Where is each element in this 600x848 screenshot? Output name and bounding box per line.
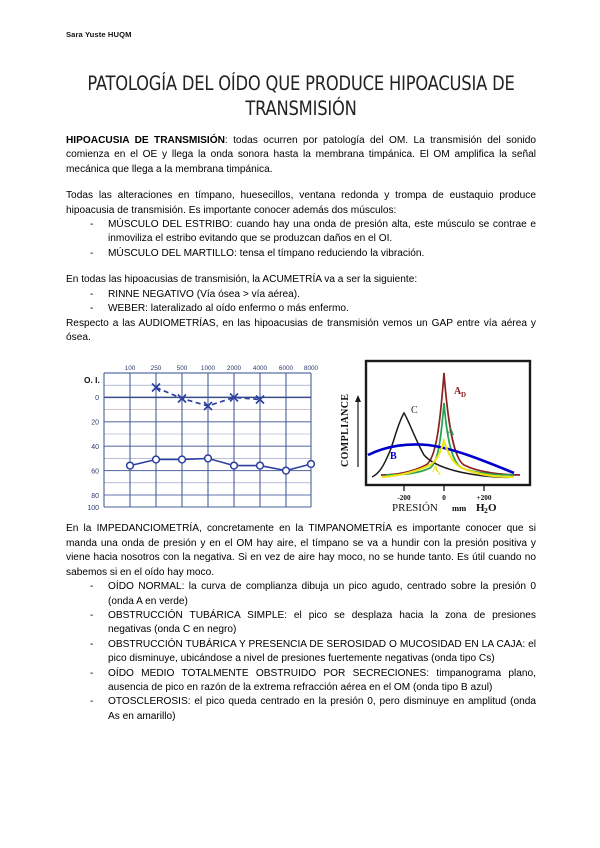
curve-label-as: A: [432, 465, 439, 476]
svg-text:mm: mm: [452, 503, 467, 514]
paragraph-audiometrias: Respecto a las AUDIOMETRÍAS, en las hipoacusias de transmisión vemos un GAP entre vía aérea y ósea.: [66, 317, 536, 343]
svg-text:20: 20: [91, 419, 99, 427]
svg-text:+200: +200: [476, 494, 492, 503]
list-item: - OTOSCLEROSIS: el pico queda centrado en la presión 0, pero disminuye en amplitud (onda As en amarillo): [66, 695, 536, 724]
list-item: - MÚSCULO DEL ESTRIBO: cuando hay una onda de presión alta, este músculo se contrae e inmoviliza el estribo evitando que se produzcan daños en el OI.: [66, 218, 536, 247]
page-title: PATOLOGÍA DEL OÍDO QUE PRODUCE HIPOACUSIA DE TRANSMISIÓN: [87, 72, 515, 120]
svg-text:COMPLIANCE: COMPLIANCE: [340, 393, 351, 468]
list-item: - WEBER: lateralizado al oído enfermo o más enfermo.: [66, 302, 536, 316]
intro-rest: : todas ocurren por patología del OM. La transmisión del sonido comienza en el OE y llega la onda sonora hasta la membrana timpánica. El OM amplifica la señal mecánica que llega a la membrana timpánica.: [66, 134, 536, 175]
svg-text:-200: -200: [397, 494, 411, 503]
svg-text:0: 0: [95, 395, 99, 403]
svg-text:PRESIÓN: PRESIÓN: [392, 502, 438, 514]
svg-text:O. I.: O. I.: [84, 375, 100, 386]
list-item: - OBSTRUCCIÓN TUBÁRICA Y PRESENCIA DE SEROSIDAD O MUCOSIDAD EN LA CAJA: el pico disminuye, ubicándose a nivel de presiones fuertemente negativas (onda tipo Cs): [66, 638, 536, 667]
page-content: [66, 0, 536, 724]
muscles-list: [66, 218, 536, 261]
list-item: - OBSTRUCCIÓN TUBÁRICA SIMPLE: el pico se desplaza hacia la zona de presiones negativas (onda C en negro): [66, 609, 536, 638]
paragraph-acumetria: En todas las hipoacusias de transmisión, la ACUMETRÍA va a ser la siguiente:: [66, 274, 418, 286]
curve-label-c: C: [411, 405, 418, 417]
curve-label-ad: A: [454, 386, 462, 398]
curve-label-a: A: [447, 427, 455, 439]
tympanogram-figure: [328, 355, 536, 513]
svg-text:60: 60: [91, 468, 99, 476]
audiogram-figure: [66, 355, 319, 513]
svg-text:4000: 4000: [252, 365, 268, 373]
acumetria-list: [66, 288, 536, 317]
list-item: - MÚSCULO DEL MARTILLO: tensa el tímpano reduciendo la vibración.: [66, 247, 536, 261]
curve-label-b: B: [390, 451, 397, 463]
svg-text:D: D: [461, 391, 467, 400]
svg-text:500: 500: [176, 365, 188, 373]
svg-text:s: s: [438, 470, 441, 478]
svg-text:8000: 8000: [303, 365, 319, 373]
tympanogram-types-list: [66, 580, 536, 724]
list-item: - RINNE NEGATIVO (Vía ósea > vía aérea).: [66, 288, 536, 302]
list-item: - OÍDO MEDIO TOTALMENTE OBSTRUIDO POR SECRECIONES: timpanograma plano, ausencia de pico en razón de la extrema refracción aérea en el OM (onda tipo B azul): [66, 667, 536, 696]
svg-text:100: 100: [87, 505, 99, 513]
paragraph-alteraciones: Todas las alteraciones en tímpano, huesecillos, ventana redonda y trompa de eustaquio produce hipoacusia de transmisión. Es importante conocer además dos músculos:: [66, 190, 536, 216]
document-header: Sara Yuste HUQM: [66, 30, 132, 39]
list-item: - OÍDO NORMAL: la curva de complianza dibuja un pico agudo, centrado sobre la presión 0 (onda A en verde): [66, 580, 536, 609]
svg-text:1000: 1000: [200, 365, 216, 373]
svg-text:250: 250: [150, 365, 162, 373]
svg-text:6000: 6000: [278, 365, 294, 373]
paragraph-intro: [66, 134, 536, 177]
svg-text:H: H: [476, 502, 485, 514]
svg-text:0: 0: [442, 494, 446, 503]
figures-row: [66, 355, 536, 515]
intro-bold-lead: HIPOACUSIA DE TRANSMISIÓN: [66, 134, 225, 146]
svg-text:2: 2: [484, 506, 488, 514]
svg-text:2000: 2000: [226, 365, 242, 373]
svg-text:O: O: [488, 502, 497, 514]
svg-text:100: 100: [124, 365, 136, 373]
svg-text:80: 80: [91, 493, 99, 501]
paragraph-impedanciometria: En la IMPEDANCIOMETRÍA, concretamente en la TIMPANOMETRÍA es importante conocer que si manda una onda de presión y en el OM hay aire, el tímpano se va a hundir con la presión positiva y viene hacia nosotros con la negativa. Si en vez de aire hay moco, no se hunde tanto. Es útil cuando no sabemos si en el oído hay moco.: [66, 523, 536, 578]
svg-text:40: 40: [91, 444, 99, 452]
